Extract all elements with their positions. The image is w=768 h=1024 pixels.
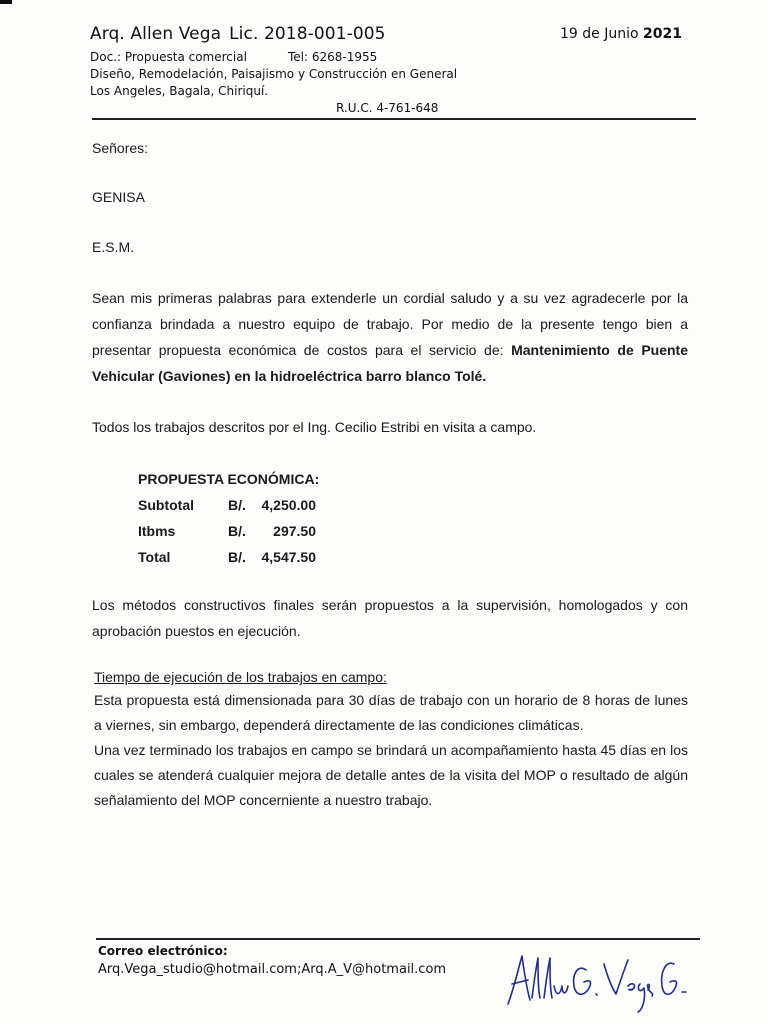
proposal-row-subtotal <box>138 492 319 518</box>
row-label: Total <box>138 549 171 565</box>
row-amount: 297.50 <box>273 523 316 539</box>
date-day-month: 19 de Junio <box>560 26 639 42</box>
execution-time-heading: Tiempo de ejecución de los trabajos en campo: <box>94 669 387 685</box>
proposal-row-itbms <box>138 518 319 544</box>
license-number: Lic. 2018-001-005 <box>229 24 386 44</box>
recipient: GENISA <box>92 189 145 205</box>
letterhead-title <box>90 24 386 44</box>
row-currency: B/. <box>228 497 246 513</box>
proposal-row-total <box>138 544 319 570</box>
execution-time-paragraph <box>94 688 688 813</box>
row-label: Subtotal <box>138 497 194 513</box>
row-currency: B/. <box>228 549 246 565</box>
row-label: Itbms <box>138 523 176 539</box>
service-name: Mantenimiento de Puente Vehicular (Gaviones) en la hidroeléctrica barro blanco Tolé. <box>92 342 688 384</box>
scan-artifact <box>0 0 12 4</box>
email-label: Correo electrónico: <box>98 944 228 958</box>
esm: E.S.M. <box>92 239 135 255</box>
telephone: Tel: 6268-1955 <box>288 50 378 64</box>
email-addresses: Arq.Vega_studio@hotmail.com;Arq.A_V@hotmail.com <box>98 962 447 977</box>
row-amount: 4,250.00 <box>261 497 316 513</box>
execution-time-text-2: Una vez terminado los trabajos en campo se brindará un acompañamiento hasta 45 días en los cuales se atenderá cualquier mejora de detalle antes de la visita del MOP o resultado de algún señalamiento del MOP concerniente a nuestro trabajo. <box>94 742 688 808</box>
row-amount: 4,547.50 <box>261 549 316 565</box>
ruc-number: R.U.C. 4-761-648 <box>336 101 439 115</box>
date-year: 2021 <box>643 26 682 42</box>
salutation: Señores: <box>92 140 149 156</box>
economic-proposal <box>138 466 319 570</box>
row-currency: B/. <box>228 523 246 539</box>
architect-name: Arq. Allen Vega <box>90 24 222 44</box>
proposal-heading: PROPUESTA ECONÓMICA: <box>138 471 320 487</box>
services-line: Diseño, Remodelación, Paisajismo y Construcción en General <box>90 67 458 81</box>
works-note: Todos los trabajos descritos por el Ing. Cecilio Estribi en visita a campo. <box>92 419 537 435</box>
execution-time-text-1: Esta propuesta está dimensionada para 30 días de trabajo con un horario de 8 horas de lunes a viernes, sin embargo, dependerá directamente de las condiciones climáticas. <box>94 692 688 733</box>
header-divider <box>92 118 696 120</box>
methods-paragraph: Los métodos constructivos finales serán propuestos a la supervisión, homologados y con aprobación puestos en ejecución. <box>92 597 688 639</box>
location-line: Los Angeles, Bagala, Chiriquí. <box>90 84 269 98</box>
intro-text: Sean mis primeras palabras para extenderle un cordial saludo y a su vez agradecerle por la confianza brindada a nuestro equipo de trabajo. Por medio de la presente tengo bien a presentar propuesta económica de costos para el servicio de: <box>92 290 688 358</box>
letter-date <box>560 26 682 42</box>
handwritten-signature <box>500 940 690 1020</box>
document-type: Doc.: Propuesta comercial <box>90 50 247 64</box>
intro-paragraph <box>92 285 688 389</box>
